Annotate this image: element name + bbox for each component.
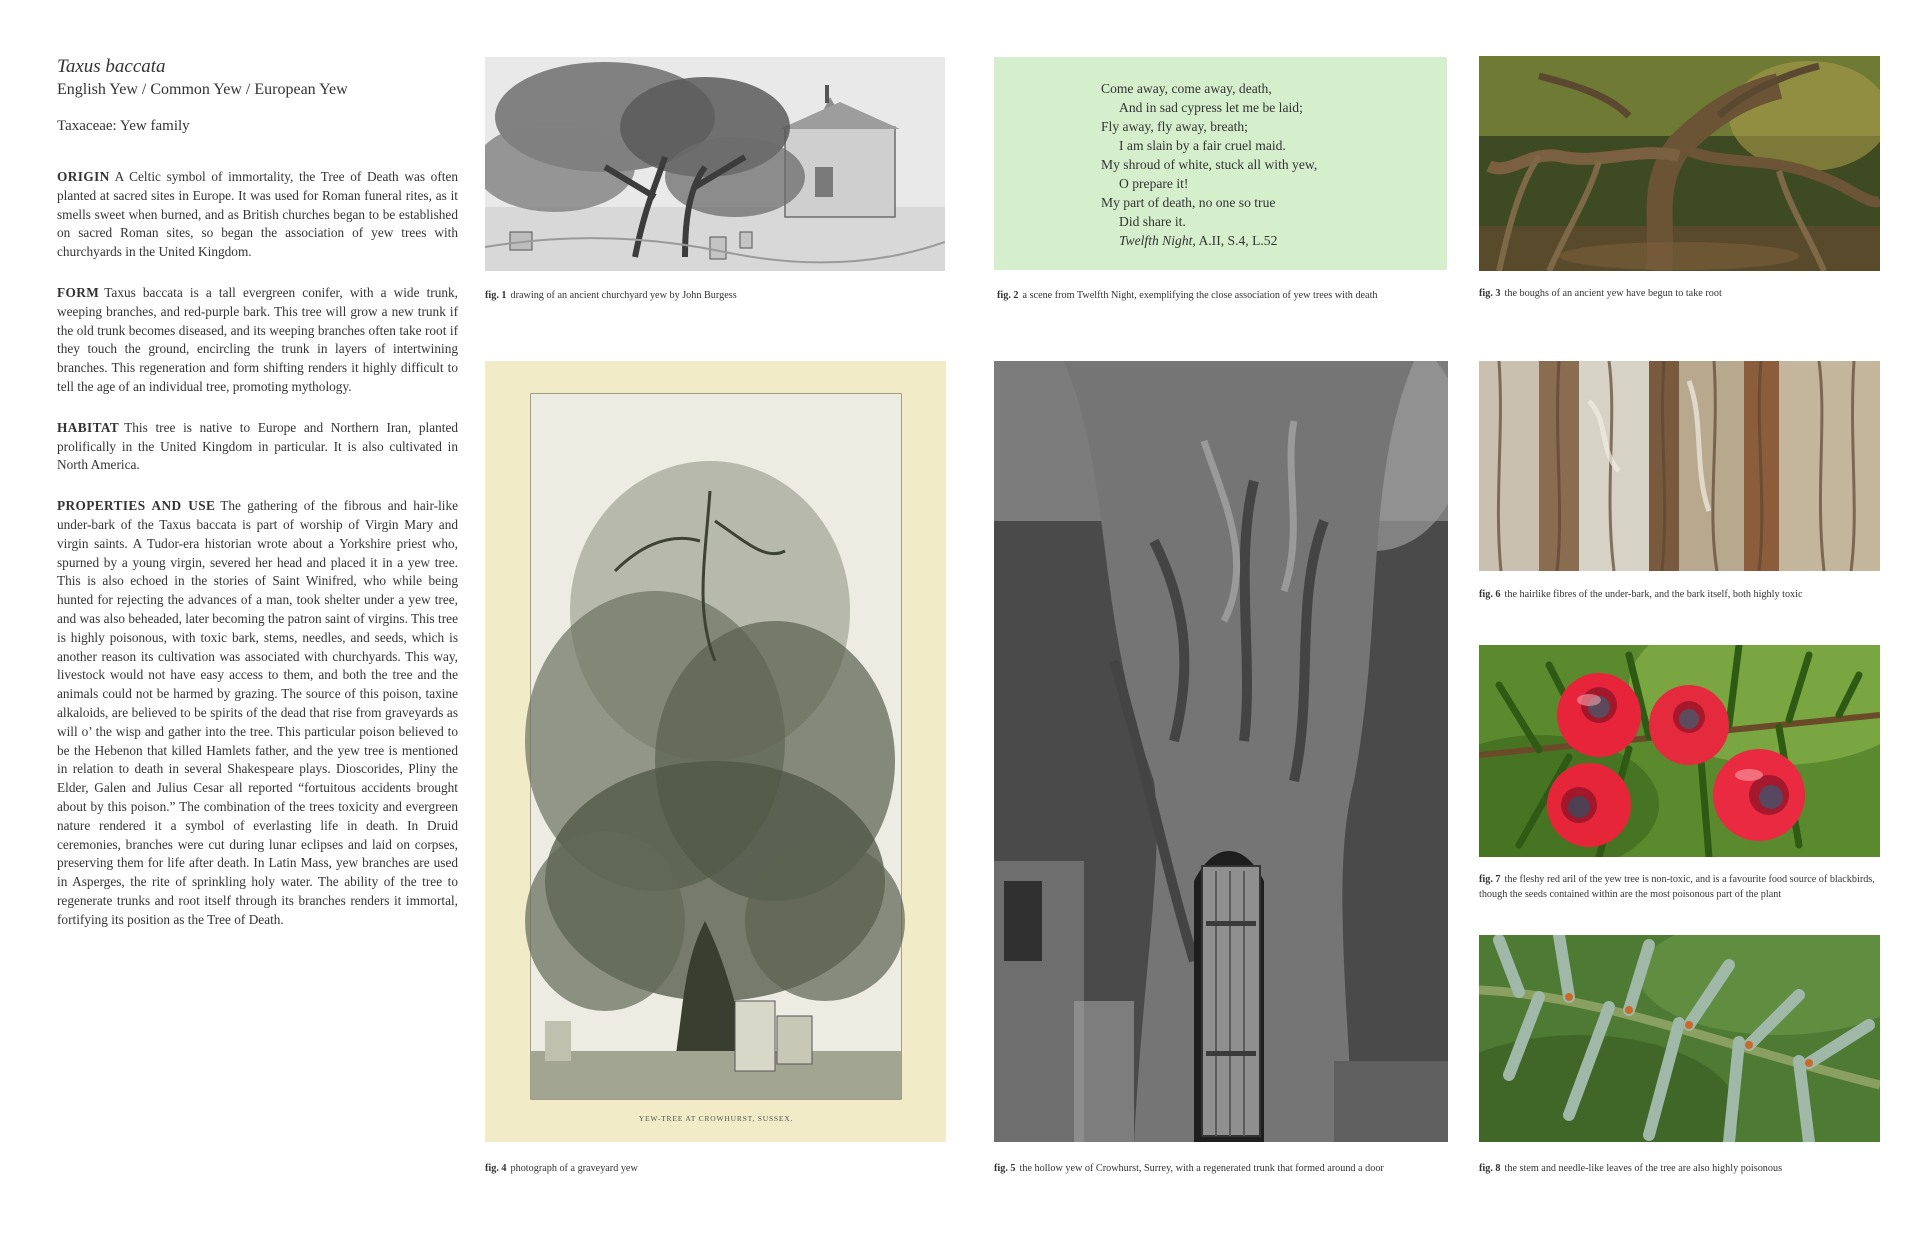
figure-number: fig. 2 bbox=[997, 290, 1019, 301]
section-heading: ORIGIN bbox=[57, 169, 110, 184]
section-body: Taxus baccata is a tall evergreen conifer, with a wide trunk, weeping branches, and red-purple bark. This tree will grow a new trunk if the old trunk becomes diseased, and its weeping branches often take root if they touch the ground, encircling the trunk in layers of intertwining branches. This regeneration and form shifting renders it highly difficult to tell the age of an individual tree, promoting mythology. bbox=[57, 284, 458, 394]
caption-5 bbox=[994, 1162, 1464, 1177]
common-names: English Yew / Common Yew / European Yew bbox=[57, 81, 348, 98]
caption-text: the stem and needle-like leaves of the tree are also highly poisonous bbox=[1504, 1163, 1783, 1174]
caption-text: photograph of a graveyard yew bbox=[510, 1163, 638, 1174]
figure-number: fig. 5 bbox=[994, 1163, 1016, 1174]
figure-4-graveyard-yew-photo bbox=[485, 361, 946, 1142]
section-properties bbox=[57, 497, 458, 929]
figure-6-bark-texture bbox=[1479, 361, 1880, 571]
poem-text bbox=[1101, 79, 1317, 250]
caption-text: a scene from Twelfth Night, exemplifying the close association of yew trees with death bbox=[1022, 290, 1378, 301]
figure-8-stem-needles bbox=[1479, 935, 1880, 1142]
figure-number: fig. 3 bbox=[1479, 288, 1501, 299]
caption-4 bbox=[485, 1162, 955, 1177]
figure-number: fig. 1 bbox=[485, 290, 507, 301]
caption-text: the hollow yew of Crowhurst, Surrey, with a regenerated trunk that formed around a door bbox=[1019, 1163, 1384, 1174]
figure-3-yew-boughs bbox=[1479, 56, 1880, 271]
section-heading: HABITAT bbox=[57, 419, 120, 435]
caption-1 bbox=[485, 289, 955, 304]
section-heading: PROPERTIES AND USE bbox=[57, 498, 216, 514]
section-body: This tree is native to Europe and Northern Iran, planted prolifically in the United Kingdom in particular. It is also cultivated in North America. bbox=[57, 419, 458, 473]
poem-line: O prepare it! bbox=[1119, 176, 1189, 191]
caption-2 bbox=[997, 289, 1467, 304]
species-name: Taxus baccata bbox=[57, 56, 166, 77]
figure-1-churchyard-drawing bbox=[485, 57, 945, 271]
figure-number: fig. 7 bbox=[1479, 874, 1501, 885]
poem-line: My part of death, no one so true bbox=[1101, 195, 1276, 210]
caption-7 bbox=[1479, 873, 1889, 902]
section-form bbox=[57, 284, 458, 397]
poem-line: Come away, come away, death, bbox=[1101, 81, 1272, 96]
figure-number: fig. 8 bbox=[1479, 1163, 1501, 1174]
caption-text: drawing of an ancient churchyard yew by John Burgess bbox=[510, 290, 737, 301]
text-column bbox=[57, 55, 458, 929]
caption-8 bbox=[1479, 1162, 1889, 1177]
figure-5-hollow-yew-door bbox=[994, 361, 1448, 1142]
family-name: Taxaceae: Yew family bbox=[57, 118, 190, 134]
section-body: A Celtic symbol of immortality, the Tree of Death was often planted at sacred sites in Europe. It was used for Roman funeral rites, as it smells sweet when burned, and as British churches began to be established on sacred Roman sites, so began the association of yew trees with churchyards in the United Kingdom. bbox=[57, 169, 458, 260]
figure-number: fig. 4 bbox=[485, 1163, 507, 1174]
poem-line: My shroud of white, stuck all with yew, bbox=[1101, 157, 1318, 172]
section-body: The gathering of the fibrous and hair-like under-bark of the Taxus baccata is part of worship of Virgin Mary and virgin saints. A Tudor-era historian wrote about a Yorkshire priest who, spurned by a young virgin, severed her head and placed it in a yew tree. This is also echoed in the stories of Saint Winifred, who while being hunted for rejecting the advances of a man, took shelter under a yew tree, and was also beheaded, later becoming the patron saint of virgins. This tree is highly poisonous, with toxic bark, stems, needles, and seeds, which is another reason its cultivation was associated with churchyards. This way, livestock would not have easy access to them, and both the tree and the animals could not be harmed by grazing. The source of this poison, taxine alkaloids, are believed to be spirits of the dead that rise from graveyards as will o’ the wisp and gather into the tree. This particular poison believed to be the Hebenon that killed Hamlets father, and the yew tree is mentioned in relation to death in several Shakespeare plays. Dioscorides, Pliny the Elder, Galen and Julius Cesar all reported “fortuitous accidents brought about by this poison.” The combination of the trees toxicity and evergreen nature rendered it a symbol of everlasting life in death. In Druid ceremonies, branches were cut during lunar eclipses and laid on corpses, preserving them for life after death. In Latin Mass, yew branches are used in Asperges, the rite of sprinkling holy water. The ability of the tree to regenerate trunks and root itself through its branches renders it immortal, fortifying its position as the Tree of Death. bbox=[57, 498, 459, 927]
figure-7-red-arils bbox=[1479, 645, 1880, 857]
poem-line: I am slain by a fair cruel maid. bbox=[1119, 138, 1286, 153]
section-habitat bbox=[57, 419, 458, 475]
poem-ref-location: A.II, S.4, L.52 bbox=[1198, 233, 1278, 248]
poem-ref-title: Twelfth Night, bbox=[1119, 233, 1196, 248]
poem-line: Fly away, fly away, breath; bbox=[1101, 119, 1248, 134]
section-heading: FORM bbox=[57, 284, 100, 300]
figure-2-poem bbox=[994, 57, 1447, 270]
caption-text: the hairlike fibres of the under-bark, and the bark itself, both highly toxic bbox=[1504, 589, 1803, 600]
poem-line: And in sad cypress let me be laid; bbox=[1119, 100, 1303, 115]
illustration-caption: YEW-TREE AT CROWHURST, SUSSEX. bbox=[638, 1114, 794, 1123]
poem-reference bbox=[1101, 231, 1317, 250]
caption-6 bbox=[1479, 588, 1889, 603]
caption-text: the fleshy red aril of the yew tree is non-toxic, and is a favourite food source of blackbirds, though the seeds contained within are the most poisonous part of the plant bbox=[1479, 874, 1875, 900]
section-origin bbox=[57, 168, 458, 262]
caption-3 bbox=[1479, 287, 1889, 302]
poem-line: Did share it. bbox=[1119, 214, 1186, 229]
figure-number: fig. 6 bbox=[1479, 589, 1501, 600]
caption-text: the boughs of an ancient yew have begun to take root bbox=[1504, 288, 1722, 299]
